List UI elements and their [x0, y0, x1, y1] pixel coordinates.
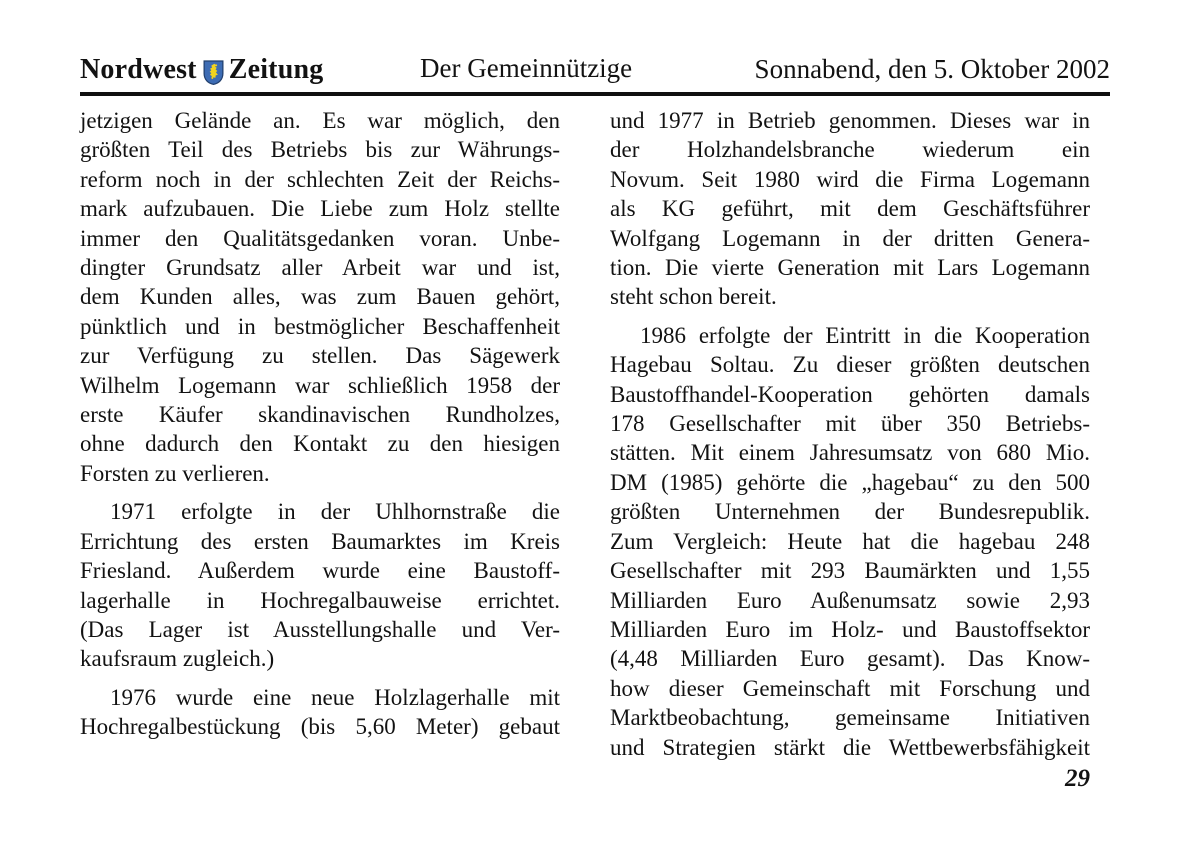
text-line: Gesellschafter mit 293 Baumärkten und 1,55: [610, 558, 1090, 584]
text-line: DM (1985) gehörte die „hagebau“ zu den 500: [610, 469, 1090, 495]
issue-date: Sonnabend, den 5. Oktober 2002: [754, 54, 1110, 84]
paragraph: [610, 106, 1090, 312]
text-line: Errichtung des ersten Baumarktes im Kreis: [80, 528, 560, 554]
text-line: ohne dadurch den Kontakt zu den hiesigen: [80, 431, 560, 457]
text-line: dingter Grundsatz aller Arbeit war und ist,: [80, 255, 560, 281]
section-title: Der Gemeinnützige: [420, 53, 633, 83]
text-line: Milliarden Euro Außenumsatz sowie 2,93: [610, 587, 1090, 613]
text-line: tion. Die vierte Generation mit Lars Logemann: [610, 255, 1090, 281]
text-line: 1986 erfolgte der Eintritt in die Kooperation: [640, 322, 1090, 348]
right-column: [610, 106, 1090, 762]
text-line: 1971 erfolgte in der Uhlhornstraße die: [110, 499, 560, 525]
text-line: stätten. Mit einem Jahresumsatz von 680 Mio.: [610, 440, 1090, 466]
text-line: Wolfgang Logemann in der dritten Genera-: [610, 225, 1090, 251]
text-line: Zum Vergleich: Heute hat die hagebau 248: [610, 528, 1090, 554]
text-line: Marktbeobachtung, gemeinsame Initiativen: [610, 705, 1090, 731]
masthead: [80, 0, 1110, 96]
text-line: Forsten zu verlieren.: [80, 460, 270, 486]
text-line: Wilhelm Logemann war schließlich 1958 der: [80, 372, 560, 398]
text-line: pünktlich und in bestmöglicher Beschaffenheit: [80, 313, 560, 339]
paragraph: [80, 683, 560, 742]
text-line: 178 Gesellschafter mit über 350 Betriebs-: [610, 411, 1090, 437]
text-line: jetzigen Gelände an. Es war möglich, den: [80, 108, 560, 133]
text-line: reform noch in der schlechten Zeit der Reichs-: [80, 166, 560, 192]
coat-of-arms-icon: [203, 60, 224, 85]
text-line: mark aufzubauen. Die Liebe zum Holz stellte: [80, 196, 560, 222]
brand-word-zeitung: Zeitung: [228, 54, 324, 85]
brand-word-nordwest: Nordwest: [80, 54, 197, 85]
text-line: und Strategien stärkt die Wettbewerbsfähigkeit: [610, 734, 1090, 760]
page-number: 29: [1065, 764, 1090, 792]
text-line: (Das Lager ist Ausstellungshalle und Ver-: [80, 616, 560, 642]
text-line: Friesland. Außerdem wurde eine Baustoff-: [80, 558, 560, 584]
newspaper-brand: [80, 53, 323, 87]
text-line: dem Kunden alles, was zum Bauen gehört,: [80, 284, 560, 310]
paragraph: [80, 106, 560, 488]
text-line: 1976 wurde eine neue Holzlagerhalle mit: [110, 684, 560, 710]
text-line: how dieser Gemeinschaft mit Forschung und: [610, 675, 1090, 701]
paragraph: [80, 497, 560, 673]
paragraph: [610, 321, 1090, 762]
text-line: (4,48 Milliarden Euro gesamt). Das Know-: [610, 646, 1090, 672]
text-line: und 1977 in Betrieb genommen. Dieses war in: [610, 108, 1090, 133]
text-line: als KG geführt, mit dem Geschäftsführer: [610, 196, 1090, 222]
text-line: Hochregalbestückung (bis 5,60 Meter) gebaut: [80, 714, 560, 740]
text-line: zur Verfügung zu stellen. Das Sägewerk: [80, 343, 560, 369]
text-line: Hagebau Soltau. Zu dieser größten deutschen: [610, 352, 1090, 378]
text-line: Baustoffhandel-Kooperation gehörten damals: [610, 381, 1090, 407]
text-line: immer den Qualitätsgedanken voran. Unbe-: [80, 225, 560, 251]
article-body: [80, 106, 1090, 762]
text-line: erste Käufer skandinavischen Rundholzes,: [80, 402, 560, 428]
text-line: Novum. Seit 1980 wird die Firma Logemann: [610, 166, 1090, 192]
text-line: der Holzhandelsbranche wiederum ein: [610, 137, 1090, 163]
text-line: Milliarden Euro im Holz- und Baustoffsektor: [610, 616, 1090, 642]
left-column: [80, 106, 560, 762]
text-line: steht schon bereit.: [610, 284, 777, 310]
text-line: größten Unternehmen der Bundesrepublik.: [610, 499, 1090, 525]
text-line: lagerhalle in Hochregalbauweise errichtet.: [80, 587, 560, 613]
text-line: größten Teil des Betriebs bis zur Währungs-: [80, 137, 560, 163]
text-line: kaufsraum zugleich.): [80, 646, 275, 672]
